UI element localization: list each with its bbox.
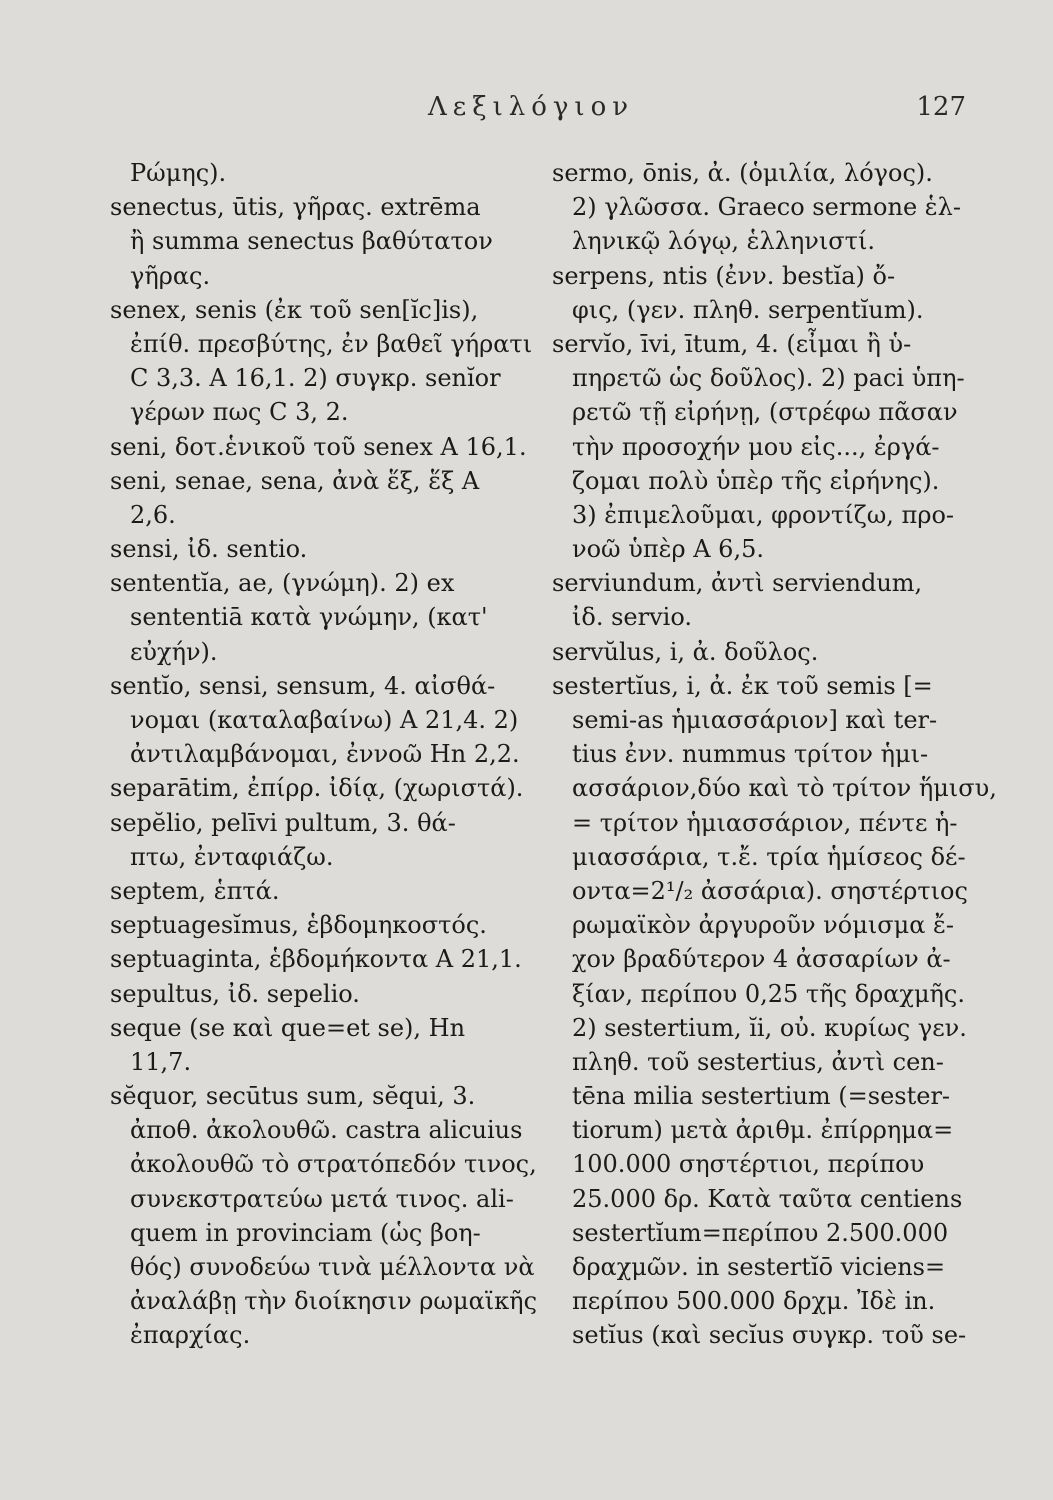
running-title: Λεξιλόγιον: [428, 92, 635, 122]
text-line: sententiā κατὰ γνώμην, (κατ': [130, 603, 488, 632]
text-line: 2) sestertium, ĭi, οὐ. κυρίως γεν.: [572, 1013, 967, 1042]
text-line: sepultus, ἰδ. sepelio.: [110, 979, 360, 1008]
text-line: serviundum, ἀντὶ serviendum,: [552, 569, 923, 598]
text-line: Ρώμης).: [130, 159, 227, 187]
text-line: εὐχήν).: [130, 637, 218, 666]
text-line: πηρετῶ ὡς δοῦλος). 2) paci ὑπη-: [572, 364, 965, 393]
text-line: ξίαν, περίπου 0,25 τῆς δραχμῆς.: [572, 979, 965, 1008]
text-line: tiorum) μετὰ ἀριθμ. ἐπίρρημα=: [572, 1116, 954, 1145]
text-line: seni, δοτ.ἑνικοῦ τοῦ senex A 16,1.: [110, 432, 527, 461]
text-line: ἐπίθ. πρεσβύτης, ἐν βαθεῖ γήρατι: [130, 329, 533, 358]
text-line: 25.000 δρ. Κατὰ ταῦτα centiens: [572, 1184, 963, 1213]
text-line: sestertĭus, i, ἀ. ἐκ τοῦ semis [=: [552, 671, 933, 700]
text-line: ἀναλάβῃ τὴν διοίκησιν ρωμαϊκῆς: [130, 1287, 538, 1316]
text-line: sententĭa, ae, (γνώμη). 2) ex: [110, 569, 455, 598]
page-number: 127: [916, 92, 966, 122]
text-line: οντα=2¹/₂ ἀσσάρια). σηστέρτιος: [572, 876, 968, 905]
left-column: [110, 156, 538, 1353]
text-line: sentĭo, sensi, sensum, 4. αἰσθά-: [110, 671, 496, 700]
right-column: [552, 156, 997, 1353]
text-line: δραχμῶν. in sestertĭō viciens=: [572, 1253, 946, 1281]
text-line: μιασσάρια, τ.ἔ. τρία ἡμίσεος δέ-: [572, 842, 966, 871]
text-line: πτω, ἐνταφιάζω.: [130, 842, 334, 871]
text-line: tēna milia sestertium (=sester-: [572, 1082, 951, 1111]
text-line: seque (se καὶ que=et se), Hn: [110, 1013, 466, 1042]
text-line: γῆρας.: [130, 261, 211, 290]
text-line: ληνικῷ λόγῳ, ἑλληνιστί.: [572, 227, 875, 256]
text-line: ζομαι πολὺ ὑπὲρ τῆς εἰρήνης).: [572, 466, 940, 495]
text-line: sĕquor, secūtus sum, sĕqui, 3.: [110, 1082, 476, 1111]
text-line: septem, ἑπτά.: [110, 876, 280, 905]
text-line: separātim, ἐπίρρ. ἰδίᾳ, (χωριστά).: [110, 774, 524, 803]
text-line: sensi, ἰδ. sentio.: [110, 535, 308, 564]
text-line: ἀποθ. ἀκολουθῶ. castra alicuius: [130, 1116, 523, 1145]
text-line: senectus, ūtis, γῆρας. extrēma: [110, 193, 481, 222]
text-line: sermo, ōnis, ἀ. (ὁμιλία, λόγος).: [552, 159, 933, 187]
text-line: sepĕlio, pelīvi pultum, 3. θά-: [110, 808, 456, 837]
text-line: πληθ. τοῦ sestertius, ἀντὶ cen-: [572, 1047, 944, 1076]
text-line: ἢ summa senectus βαθύτατον: [130, 227, 493, 256]
text-line: sestertĭum=περίπου 2.500.000: [572, 1218, 949, 1247]
text-line: τὴν προσοχήν μου εἰς..., ἐργά-: [572, 432, 940, 461]
text-line: 2) γλῶσσα. Graeco sermone ἑλ-: [572, 193, 961, 222]
text-line: C 3,3. A 16,1. 2) συγκρ. senĭor: [130, 364, 501, 393]
text-line: semi-as ἡμιασσάριον] καὶ ter-: [572, 706, 938, 734]
text-line: ἐπαρχίας.: [130, 1321, 251, 1350]
text-line: χον βραδύτερον 4 ἀσσαρίων ἀ-: [572, 945, 951, 974]
text-line: συνεκστρατεύω μετά τινος. ali-: [130, 1184, 514, 1213]
text-line: ρωμαϊκὸν ἀργυροῦν νόμισμα ἔ-: [572, 911, 955, 940]
text-line: φις, (γεν. πληθ. serpentĭum).: [572, 295, 924, 324]
text-line: θός) συνοδεύω τινὰ μέλλοντα νὰ: [130, 1253, 535, 1281]
page-header: [0, 92, 1053, 128]
text-line: 11,7.: [130, 1047, 192, 1076]
text-line: serpens, ntis (ἐνν. bestĭa) ὄ-: [552, 261, 896, 290]
text-line: senex, senis (ἐκ τοῦ sen[ĭc]is),: [110, 295, 479, 324]
text-line: seni, senae, sena, ἀνὰ ἕξ, ἕξ A: [110, 466, 480, 495]
text-line: tius ἐνν. nummus τρίτον ἡμι-: [572, 740, 929, 769]
text-line: ασσάριον,δύο καὶ τὸ τρίτον ἥμισυ,: [572, 774, 997, 803]
text-line: setĭus (καὶ secĭus συγκρ. τοῦ se-: [572, 1321, 967, 1350]
text-line: ἀντιλαμβάνομαι, ἐννοῶ Hn 2,2.: [130, 740, 520, 769]
text-line: ἰδ. servio.: [572, 603, 692, 632]
text-line: septuaginta, ἑβδομήκοντα A 21,1.: [110, 945, 522, 974]
text-line: quem in provinciam (ὡς βοη-: [130, 1218, 481, 1247]
text-line: ἀκολουθῶ τὸ στρατόπεδόν τινος,: [130, 1150, 537, 1179]
text-line: νοῶ ὑπὲρ A 6,5.: [572, 535, 764, 564]
text-line: servŭlus, i, ἀ. δοῦλος.: [552, 637, 819, 666]
text-line: = τρίτον ἡμιασσάριον, πέντε ἡ-: [572, 808, 958, 837]
text-line: γέρων πως C 3, 2.: [130, 398, 349, 427]
text-line: περίπου 500.000 δρχμ. Ἰδὲ in.: [572, 1287, 936, 1316]
text-line: 100.000 σηστέρτιοι, περίπου: [572, 1150, 925, 1179]
text-line: 2,6.: [130, 500, 176, 529]
text-line: 3) ἐπιμελοῦμαι, φροντίζω, προ-: [572, 500, 954, 529]
text-line: septuagesĭmus, ἑβδομηκοστός.: [110, 911, 487, 940]
text-line: servĭo, īvi, ītum, 4. (εἶμαι ἢ ὑ-: [552, 329, 912, 358]
text-line: ρετῶ τῇ εἰρήνῃ, (στρέφω πᾶσαν: [572, 398, 958, 427]
text-line: νομαι (καταλαβαίνω) A 21,4. 2): [130, 706, 519, 734]
